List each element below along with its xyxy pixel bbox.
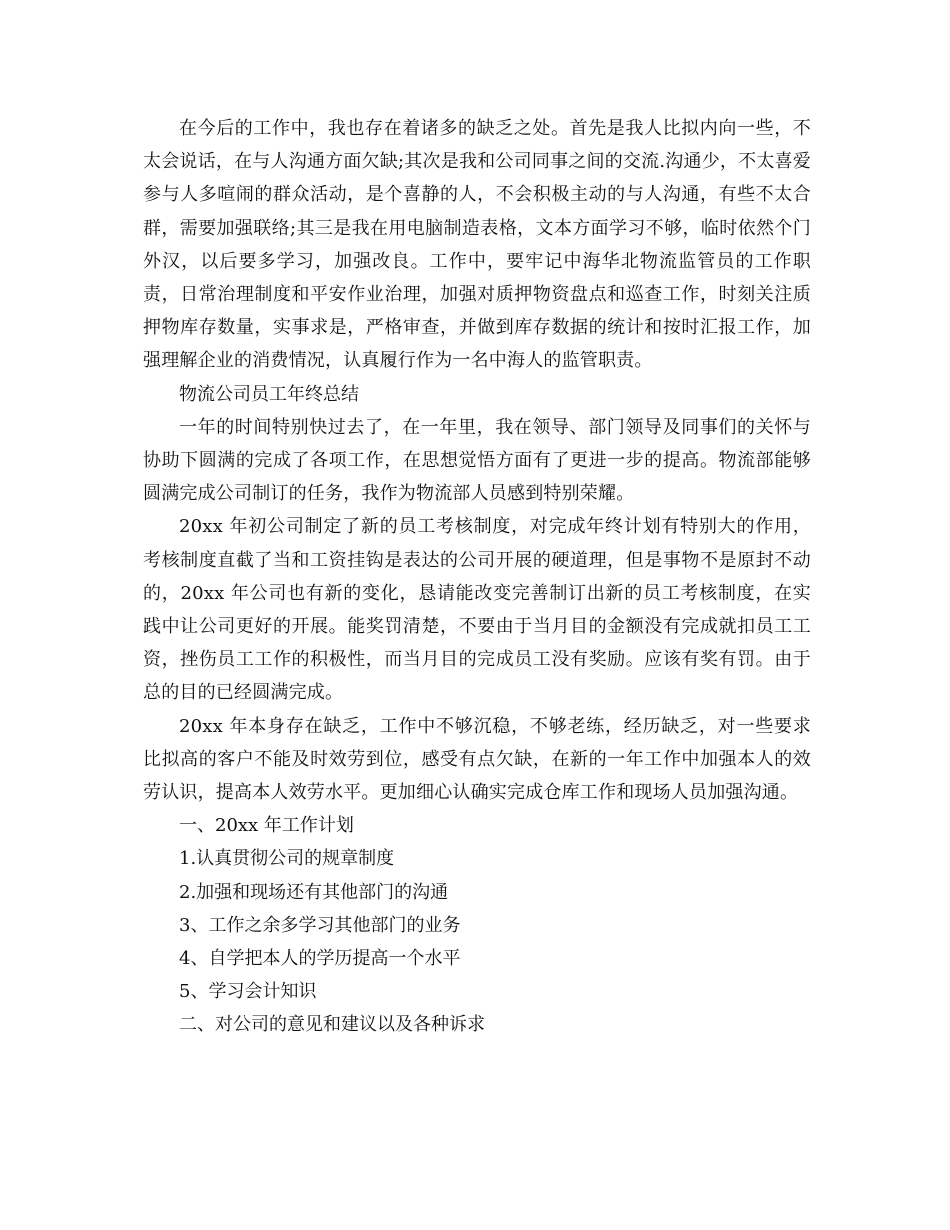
plan-item: 4、自学把本人的学历提高一个水平 xyxy=(179,948,461,970)
section-heading-work-plan: 一、20xx 年工作计划 xyxy=(179,815,354,837)
plan-item: 2.加强和现场还有其他部门的沟通 xyxy=(179,881,449,903)
section-heading-suggestions: 二、对公司的意见和建议以及各种诉求 xyxy=(179,1014,485,1036)
plan-item: 1.认真贯彻公司的规章制度 xyxy=(179,848,395,870)
body-paragraph-assessment-system: 20xx 年初公司制定了新的员工考核制度，对完成年终计划有特别大的作用，考核制度直截了当和工资挂钩是表达的公司开展的硬道理，但是事物不是原封不动的，20xx 年公司也有新的变化，恳请能改变完善制订出新的员工考核制度，在实践中让公司更好的开展。能奖罚清楚，不要由于当月目的金额没有完成就扣员工工资，挫伤员工工作的积极性，而当月目的完成员工没有奖励。应该有奖有罚。由于总的目的已经圆满完成。 xyxy=(143,516,811,704)
plan-item: 5、学习会计知识 xyxy=(179,981,317,1003)
body-paragraph-year-review: 一年的时间特别快过去了，在一年里，我在领导、部门领导及同事们的关怀与协助下圆满的完成了各项工作，在思想觉悟方面有了更进一步的提高。物流部能够圆满完成公司制订的任务，我作为物流部人员感到特别荣耀。 xyxy=(143,416,811,505)
plan-item: 3、工作之余多学习其他部门的业务 xyxy=(179,914,461,936)
summary-heading: 物流公司员工年终总结 xyxy=(179,383,359,405)
document-page xyxy=(143,112,811,1042)
body-paragraph-self-assessment: 20xx 年本身存在缺乏，工作中不够沉稳，不够老练，经历缺乏，对一些要求比拟高的客户不能及时效劳到位，感受有点欠缺，在新的一年工作中加强本人的效劳认识，提高本人效劳水平。更加细心认确实完成仓库工作和现场人员加强沟通。 xyxy=(143,715,811,804)
body-paragraph-shortcomings: 在今后的工作中，我也存在着诸多的缺乏之处。首先是我人比拟内向一些，不太会说话，在与人沟通方面欠缺;其次是我和公司同事之间的交流.沟通少，不太喜爱参与人多喧闹的群众活动，是个喜静的人，不会积极主动的与人沟通，有些不太合群，需要加强联络;其三是我在用电脑制造表格，文本方面学习不够，临时依然个门外汉，以后要多学习，加强改良。工作中，要牢记中海华北物流监管员的工作职责，日常治理制度和平安作业治理，加强对质押物资盘点和巡查工作，时刻关注质押物库存数量，实事求是，严格审查，并做到库存数据的统计和按时汇报工作，加强理解企业的消费情况，认真履行作为一名中海人的监管职责。 xyxy=(143,118,811,372)
